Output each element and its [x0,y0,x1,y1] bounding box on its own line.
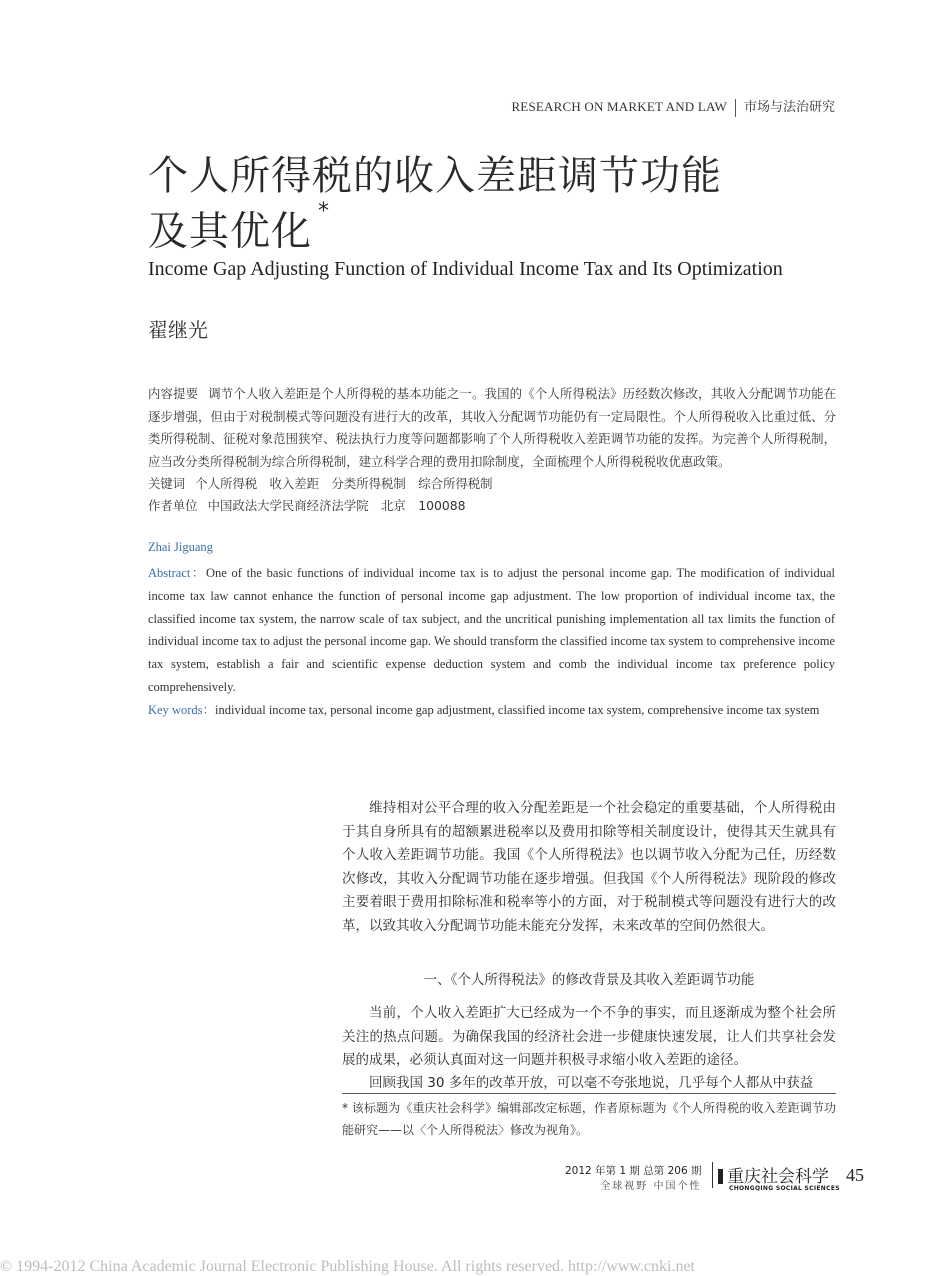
footnote-rule [342,1093,836,1094]
affiliation-text: 中国政法大学民商经济法学院 北京 100088 [207,498,466,513]
abstract-chinese [148,383,836,474]
body-paragraph-2: 当前，个人收入差距扩大已经成为一个不争的事实，而且逐渐成为整个社会所关注的热点问题。为确保我国的经济社会进一步健康快速发展，让人们共享社会发展的成果，必须认真面对这一问题并积极寻求缩小收入差距的途径。 [342,1005,836,1068]
title-footnote-marker: * [318,199,330,224]
body-paragraph-1: 维持相对公平合理的收入分配差距是一个社会稳定的重要基础，个人所得税由于其自身所具有的超额累进税率以及费用扣除等相关制度设计，使得其天生就具有个人收入差距调节功能。我国《个人所得税法》也以调节收入分配为己任，历经数次修改，其收入分配调节功能在逐步增强。但我国《个人所得税法》现阶段的修改主要着眼于费用扣除标准和税率等小的方面，对于税制模式等问题没有进行大的改革，以致其收入分配调节功能未能充分发挥，未来改革的空间仍然很大。 [342,800,836,934]
header-divider [735,99,736,117]
abstract-chinese-text: 调节个人收入差距是个人所得税的基本功能之一。我国的《个人所得税法》历经数次修改，其收入分配调节功能在逐步增强，但由于对税制模式等问题没有进行大的改革，其收入分配调节功能仍有一定局限性。个人所得税收入比重过低、分类所得税制、征税对象范围狭窄、税法执行力度等问题都影响了个人所得税收入差距调节功能的发挥。为完善个人所得税制，应当改分类所得税制为综合所得税制，建立科学合理的费用扣除制度，全面梳理个人所得税税收优惠政策。 [148,386,837,470]
journal-name-english: CHONGQING SOCIAL SCIENCES [729,1185,840,1192]
article-title-english: Income Gap Adjusting Function of Individual Income Tax and Its Optimization [148,258,783,280]
journal-name: 重庆社会科学 [727,1167,829,1187]
running-header-chinese: 市场与法治研究 [743,100,835,115]
journal-slogan: 全球视野 中国个性 [600,1181,702,1192]
page-number: 45 [846,1165,864,1185]
abstract-english-label: Abstract： [148,566,207,580]
issue-info [565,1163,701,1192]
abstract-english-text: One of the basic functions of individual income tax is to adjust the personal income gap. The modification of individual income tax law cannot enhance the function of personal income gap adjustment. The low proportion of individual income tax, the classified income tax system, the narrow scale of tax subject, and the uncritical punishing implementation all tax limits the function of individual income tax to adjust the personal income gap. We should transform the classified income tax system to comprehensive income tax system, establish a fair and scientific expense deduction system and comb the individual income tax preference policy comprehensively. [148,566,835,694]
footnote: * 该标题为《重庆社会科学》编辑部改定标题，作者原标题为《个人所得税的收入差距调节功能研究——以〈个人所得税法〉修改为视角》。 [342,1101,836,1137]
author-name-chinese: 翟继光 [148,318,208,342]
section-heading: 一、《个人所得税法》的修改背景及其收入差距调节功能 [423,972,755,988]
article-title [148,152,848,255]
title-line-1: 个人所得税的收入差距调节功能 [148,153,722,199]
abstract-english [148,562,835,699]
affiliation-label: 作者单位 [148,498,198,513]
journal-logo [718,1162,840,1192]
abstract-chinese-label: 内容提要 [148,386,199,401]
running-header-english: RESEARCH ON MARKET AND LAW [511,99,727,114]
author-name-english: Zhai Jiguang [148,540,213,554]
keywords-chinese [148,474,493,492]
keywords-english [148,699,835,722]
journal-logo-mark-icon [718,1169,723,1184]
running-header [511,96,835,117]
keywords-english-text: individual income tax, personal income gap adjustment, classified income tax system, comprehensive income tax system [215,703,820,717]
author-affiliation [148,496,466,514]
body-paragraph-3: 回顾我国 30 多年的改革开放，可以毫不夸张地说，几乎每个人都从中获益 [369,1075,814,1091]
keywords-english-label: Key words： [148,703,216,717]
keywords-chinese-label: 关键词 [148,476,186,491]
footer-divider [712,1162,713,1188]
title-line-2: 及其优化 [148,208,312,255]
copyright-notice: © 1994-2012 China Academic Journal Electronic Publishing House. All rights reserved. http://www.cnki.net [0,1258,695,1275]
keywords-chinese-text: 个人所得税 收入差距 分类所得税制 综合所得税制 [195,476,493,491]
issue-number: 2012 年第 1 期 总第 206 期 [565,1165,702,1177]
